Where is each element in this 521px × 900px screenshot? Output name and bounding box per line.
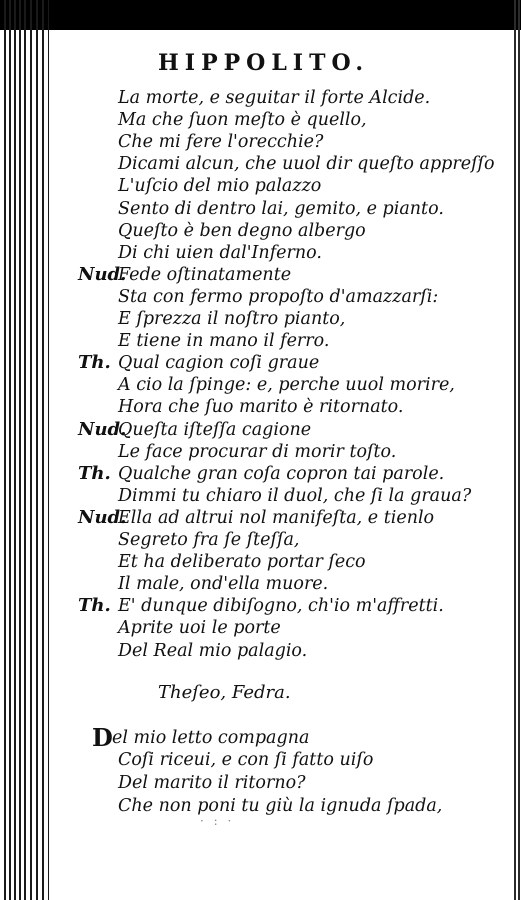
verse-line: Queſto è ben degno albergo [118, 220, 366, 241]
verse-line: Che non poni tu giù la ignuda ſpada, [118, 796, 443, 816]
verse-line: Segreto fra ſe ſteſſa, [118, 530, 300, 550]
verse-line: Di chi uien dal'Inferno. [118, 242, 322, 263]
verse-line: La morte, e seguitar il forte Alcide. [118, 88, 431, 108]
verse-line: Dicami alcun, che uuol dir queſto appreſſo [118, 154, 495, 175]
drop-capital: D [92, 723, 113, 752]
verse-line: Sento di dentro lai, gemito, e pianto. [118, 198, 444, 219]
verse-line: Aprite uoi le porte [118, 618, 281, 639]
verse-line: L'uſcio del mio palazzo [118, 176, 322, 197]
verse-line: Sta con fermo propoſto d'amazzarſi: [118, 286, 439, 307]
verse-line: Qualche gran coſa copron tai parole. [118, 463, 445, 484]
verse-line: Queſta iſteſſa cagione [118, 419, 312, 440]
speaker-label: Th. [78, 462, 111, 484]
ink-smudge: · : · [200, 814, 235, 828]
verse-line: A cio la ſpinge: e, perche uuol morire, [118, 375, 455, 396]
speaker-label: Th. [78, 595, 111, 617]
speaker-label: Nud. [78, 506, 127, 528]
verse-line: Che mi fere l'orecchie? [118, 132, 324, 153]
speaker-label: Nud. [78, 418, 127, 440]
verse-line: Le face procurar di morir toſto. [118, 441, 397, 462]
speaker-label: Th. [78, 352, 111, 374]
page-title: HIPPOLITO. [158, 50, 369, 76]
speaker-label: Nud. [78, 263, 127, 285]
verse-line: Il male, ond'ella muore. [118, 574, 329, 595]
verse-line: E ſprezza il noſtro pianto, [118, 309, 346, 329]
verse-line: Qual cagion coſi graue [118, 353, 320, 374]
verse-line: Ma che ſuon meſto è quello, [118, 110, 367, 131]
verse-line: Et ha deliberato portar ſeco [118, 552, 366, 573]
verse-line: E tiene in mano il ferro. [118, 331, 330, 352]
verse-line: Fede oſtinatamente [118, 264, 292, 285]
verse-line: E' dunque dibiſogno, ch'io m'affretti. [118, 596, 444, 617]
verse-line: Del Real mio palagio. [118, 640, 308, 661]
verse-line: Dimmi tu chiaro il duol, che ſi la graua? [118, 485, 472, 506]
verse-line: Ella ad altrui nol manifeſta, e tienlo [118, 507, 435, 528]
verse-line: Coſi riceui, e con ſi fatto uiſo [118, 750, 374, 770]
page-right-edge [511, 0, 521, 900]
scan-top-border [0, 0, 521, 30]
verse-line: Hora che ſuo marito è ritornato. [118, 397, 404, 418]
scene-heading: Theſeo, Fedra. [158, 682, 291, 703]
verse-line: el mio letto compagna [112, 728, 310, 748]
book-spine-edge [0, 0, 52, 900]
verse-line: Del marito il ritorno? [118, 773, 306, 793]
